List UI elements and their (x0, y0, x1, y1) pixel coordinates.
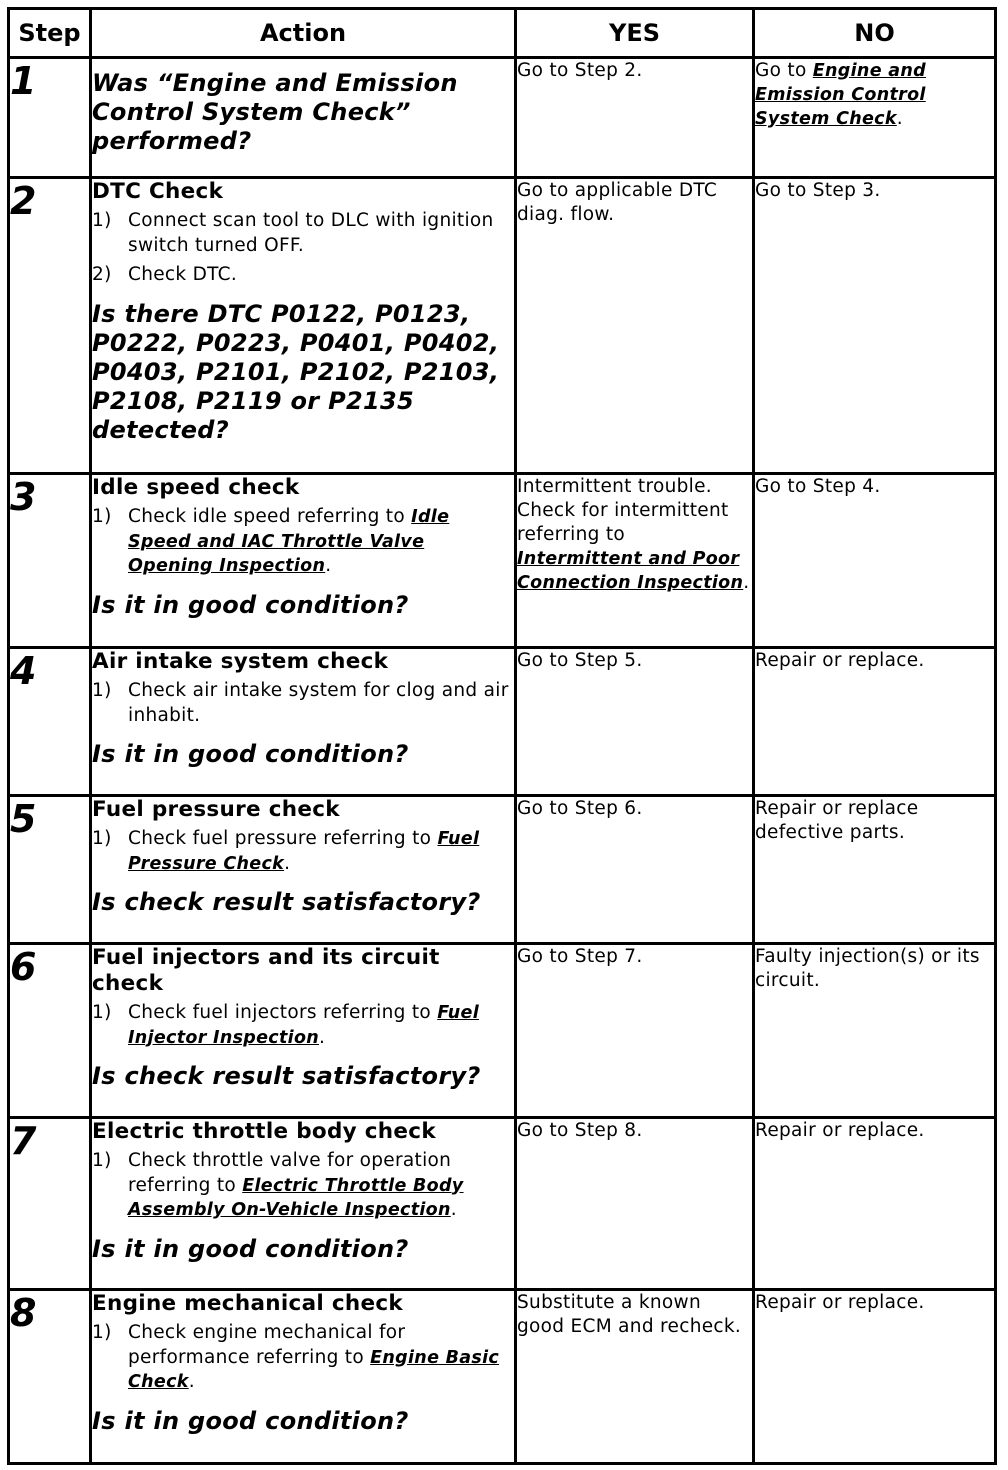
instruction-number: 1) (92, 1322, 112, 1343)
no-cell: Go to Step 4. (754, 474, 996, 648)
step-instructions (92, 827, 514, 876)
instruction-item (92, 679, 514, 728)
instruction-text (128, 827, 514, 876)
instruction-item (92, 1001, 514, 1050)
table-row-step-6 (9, 944, 996, 1118)
instruction-number: 1) (92, 210, 112, 231)
no-cell: Repair or replace defective parts. (754, 796, 996, 944)
step-question: Is it in good condition? (92, 590, 409, 619)
instruction-text-start: Check fuel injectors referring to (128, 1002, 438, 1023)
instruction-item (92, 1321, 514, 1395)
step-question: Was “Engine and Emission Control System Check” performed? (92, 69, 458, 155)
procedure-link[interactable]: Fuel Pressure Check (128, 829, 480, 874)
no-cell: Repair or replace. (754, 1118, 996, 1290)
instruction-text: Connect scan tool to DLC with ignition switch turned OFF. (128, 210, 494, 256)
step-question: Is there DTC P0122, P0123, P0222, P0223, P0401, P0402, P0403, P2101, P2102, P2103, P2108, P2119 or P2135 detected? (92, 299, 500, 444)
instruction-text-end: . (450, 1199, 457, 1220)
step-question: Is it in good condition? (92, 1406, 409, 1435)
instruction-number: 1) (92, 680, 112, 701)
yes-text-end: . (743, 572, 750, 593)
instruction-number: 1) (92, 1002, 112, 1023)
action-cell (91, 1118, 516, 1290)
step-instructions (92, 1001, 514, 1050)
step-instructions (92, 1321, 514, 1395)
no-cell: Go to Step 3. (754, 178, 996, 474)
yes-cell: Go to Step 5. (516, 648, 754, 796)
step-title: Idle speed check (92, 475, 300, 500)
instruction-item (92, 505, 514, 579)
step-question: Is check result satisfactory? (92, 1062, 481, 1090)
header-action: Action (91, 9, 516, 58)
yes-cell: Go to Step 6. (516, 796, 754, 944)
step-instructions (92, 1149, 514, 1223)
procedure-link[interactable]: Idle Speed and IAC Throttle Valve Opening Inspection (128, 507, 450, 576)
action-cell (91, 944, 516, 1118)
table-row-step-3 (9, 474, 996, 648)
table-row-step-7 (9, 1118, 996, 1290)
step-number: 4 (9, 648, 91, 796)
step-instructions (92, 209, 514, 288)
yes-cell: Go to Step 7. (516, 944, 754, 1118)
table-row-step-1 (9, 58, 996, 178)
step-instructions (92, 505, 514, 579)
step-title: Electric throttle body check (92, 1119, 436, 1144)
instruction-text (128, 1001, 514, 1050)
step-number: 1 (9, 58, 91, 178)
instruction-text (128, 1321, 514, 1395)
procedure-link[interactable]: Electric Throttle Body Assembly On-Vehicle Inspection (128, 1175, 464, 1220)
instruction-text (128, 505, 514, 579)
instruction-item (92, 827, 514, 876)
instruction-text-end: . (284, 852, 291, 874)
instruction-number: 1) (92, 506, 112, 527)
step-question: Is check result satisfactory? (92, 888, 481, 916)
no-cell: Faulty injection(s) or its circuit. (754, 944, 996, 1118)
yes-cell: Go to Step 8. (516, 1118, 754, 1290)
table-row-step-8 (9, 1290, 996, 1464)
step-number: 3 (9, 474, 91, 648)
action-cell (91, 648, 516, 796)
step-instructions (92, 679, 514, 728)
no-cell: Repair or replace. (754, 1290, 996, 1464)
step-number: 6 (9, 944, 91, 1118)
instruction-number: 1) (92, 1150, 112, 1171)
table-header-row (9, 9, 996, 58)
no-text: Go to (755, 60, 813, 81)
instruction-text: Check DTC. (128, 264, 238, 285)
step-title: DTC Check (92, 179, 224, 204)
instruction-text-end: . (325, 555, 332, 576)
instruction-text (128, 1149, 514, 1223)
instruction-text-start: Check throttle valve for operation referring to (128, 1150, 452, 1196)
table-row-step-4 (9, 648, 996, 796)
header-yes: YES (516, 9, 754, 58)
instruction-item (92, 209, 514, 258)
yes-cell (516, 474, 754, 648)
procedure-link[interactable]: Engine and Emission Control System Check (755, 61, 926, 129)
instruction-item (92, 263, 514, 288)
step-title: Fuel pressure check (92, 797, 340, 822)
action-cell (91, 178, 516, 474)
step-number: 8 (9, 1290, 91, 1464)
step-number: 5 (9, 796, 91, 944)
instruction-text-start: Check fuel pressure referring to (128, 828, 438, 849)
header-no: NO (754, 9, 996, 58)
instruction-item (92, 1149, 514, 1223)
procedure-link[interactable]: Fuel Injector Inspection (128, 1003, 480, 1048)
table-row-step-5 (9, 796, 996, 944)
instruction-text-start: Check engine mechanical for performance referring to (128, 1322, 406, 1368)
action-cell (91, 1290, 516, 1464)
step-title: Engine mechanical check (92, 1291, 404, 1316)
step-title: Fuel injectors and its circuit check (92, 945, 440, 996)
procedure-link[interactable]: Intermittent and Poor Connection Inspection (517, 549, 744, 593)
diagnostic-flow-table (7, 7, 997, 1465)
instruction-number: 2) (92, 264, 112, 285)
action-cell (91, 58, 516, 178)
instruction-number: 1) (92, 828, 112, 849)
no-cell: Repair or replace. (754, 648, 996, 796)
yes-cell: Substitute a known good ECM and recheck. (516, 1290, 754, 1464)
instruction-text-end: . (188, 1371, 195, 1392)
step-number: 2 (9, 178, 91, 474)
procedure-link[interactable]: Engine Basic Check (128, 1347, 500, 1392)
step-number: 7 (9, 1118, 91, 1290)
no-text-end: . (896, 108, 903, 129)
no-cell (754, 58, 996, 178)
header-step: Step (9, 9, 91, 58)
table-row-step-2 (9, 178, 996, 474)
yes-text: Intermittent trouble. Check for intermittent referring to (517, 476, 729, 545)
action-cell (91, 474, 516, 648)
yes-cell: Go to Step 2. (516, 58, 754, 178)
step-title: Air intake system check (92, 649, 389, 674)
step-question: Is it in good condition? (92, 1234, 409, 1263)
instruction-text-end: . (319, 1026, 326, 1048)
step-question: Is it in good condition? (92, 740, 409, 768)
instruction-text-start: Check idle speed referring to (128, 506, 412, 527)
yes-cell: Go to applicable DTC diag. flow. (516, 178, 754, 474)
instruction-text: Check air intake system for clog and air inhabit. (128, 680, 509, 726)
action-cell (91, 796, 516, 944)
